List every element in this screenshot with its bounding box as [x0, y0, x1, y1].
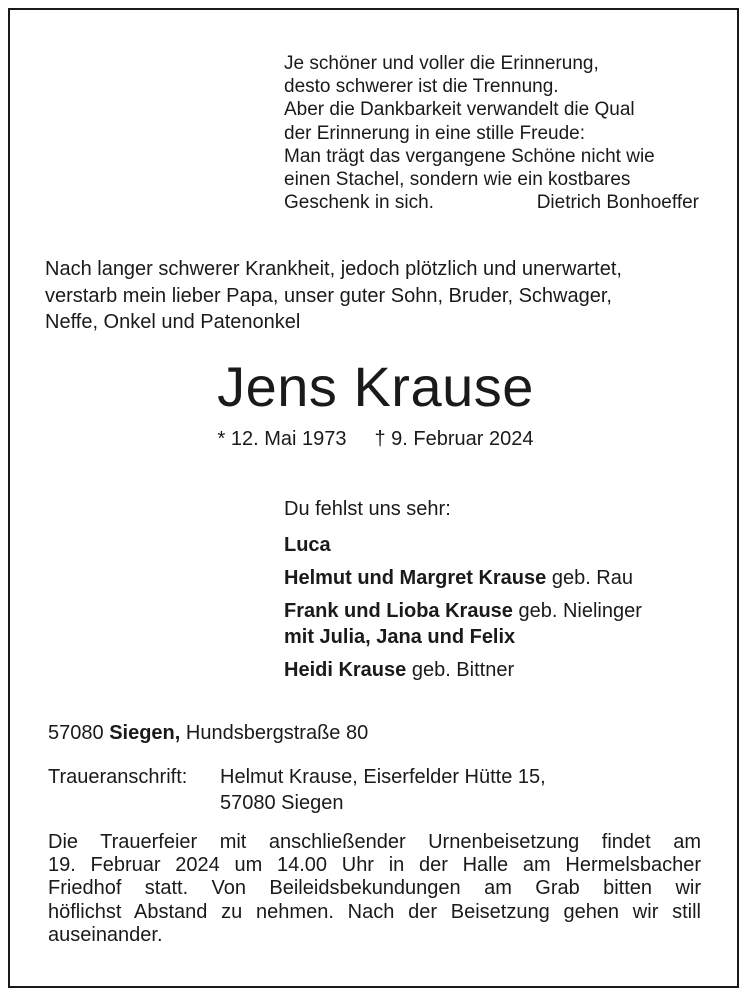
mourner-children: mit Julia, Jana und Felix: [284, 626, 516, 648]
mourner-entry: [284, 657, 724, 683]
poem-line: der Erinnerung in eine stille Freude:: [284, 122, 586, 144]
ceremony-line: 19. Februar 2024 um 14.00 Uhr in der Halle am Hermelsbacher: [48, 854, 701, 877]
poem-line: einen Stachel, sondern wie ein kostbares: [284, 169, 631, 191]
ceremony-line: höflichst Abstand zu nehmen. Nach der Beisetzung gehen wir still: [48, 900, 701, 923]
ceremony-line: Die Trauerfeier mit anschließender Urnenbeisetzung findet am: [48, 831, 701, 853]
intro-line: verstarb mein lieber Papa, unser guter Sohn, Bruder, Schwager,: [45, 284, 612, 307]
condolence-label: Traueranschrift:: [48, 766, 188, 788]
mourner-name: Heidi Krause: [284, 659, 407, 681]
mourners-heading: Du fehlst uns sehr:: [284, 498, 451, 520]
deceased-name: Jens Krause: [217, 355, 534, 418]
mourner-name: Helmut und Margret Krause: [284, 567, 547, 589]
mourner-entry: [284, 532, 724, 558]
ceremony-notice: [48, 831, 701, 947]
address-postal: 57080: [48, 722, 104, 744]
condolence-line: Helmut Krause, Eiserfelder Hütte 15,: [220, 766, 546, 788]
intro-text: [45, 256, 715, 336]
mourner-name: Frank und Lioba Krause: [284, 600, 513, 622]
family-address: [48, 720, 698, 746]
address-city: Siegen,: [109, 722, 181, 744]
mourners-list: [284, 496, 724, 690]
mourner-suffix: geb. Bittner: [411, 659, 515, 681]
ceremony-line: auseinander.: [48, 923, 163, 946]
ceremony-line: Friedhof statt. Von Beileidsbekundungen am Grab bitten wir: [48, 877, 701, 900]
mourner-name: Luca: [284, 534, 331, 556]
birth-date: * 12. Mai 1973: [217, 428, 347, 450]
mourner-entry: [284, 565, 724, 591]
poem-line: Je schöner und voller die Erinnerung,: [284, 53, 599, 74]
poem-line: desto schwerer ist die Trennung.: [284, 76, 559, 98]
poem-line: Man trägt das vergangene Schöne nicht wie: [284, 145, 655, 167]
poem-author: Dietrich Bonhoeffer: [536, 192, 699, 214]
mourner-suffix: geb. Rau: [551, 567, 633, 589]
intro-line: Neffe, Onkel und Patenonkel: [45, 311, 301, 333]
condolence-line: 57080 Siegen: [220, 792, 344, 814]
poem-line: Aber die Dankbarkeit verwandelt die Qual: [284, 99, 635, 121]
address-street: Hundsbergstraße 80: [185, 722, 369, 744]
poem-line: Geschenk in sich.: [284, 192, 434, 214]
poem-quote: [284, 52, 704, 214]
condolence-address: [48, 764, 698, 816]
life-dates: [0, 426, 751, 452]
death-date: † 9. Februar 2024: [374, 428, 534, 450]
poem-last-line: [284, 191, 699, 214]
mourner-suffix: geb. Nielinger: [518, 600, 642, 622]
mourner-entry: [284, 598, 724, 650]
intro-line: Nach langer schwerer Krankheit, jedoch plötzlich und unerwartet,: [45, 258, 622, 280]
